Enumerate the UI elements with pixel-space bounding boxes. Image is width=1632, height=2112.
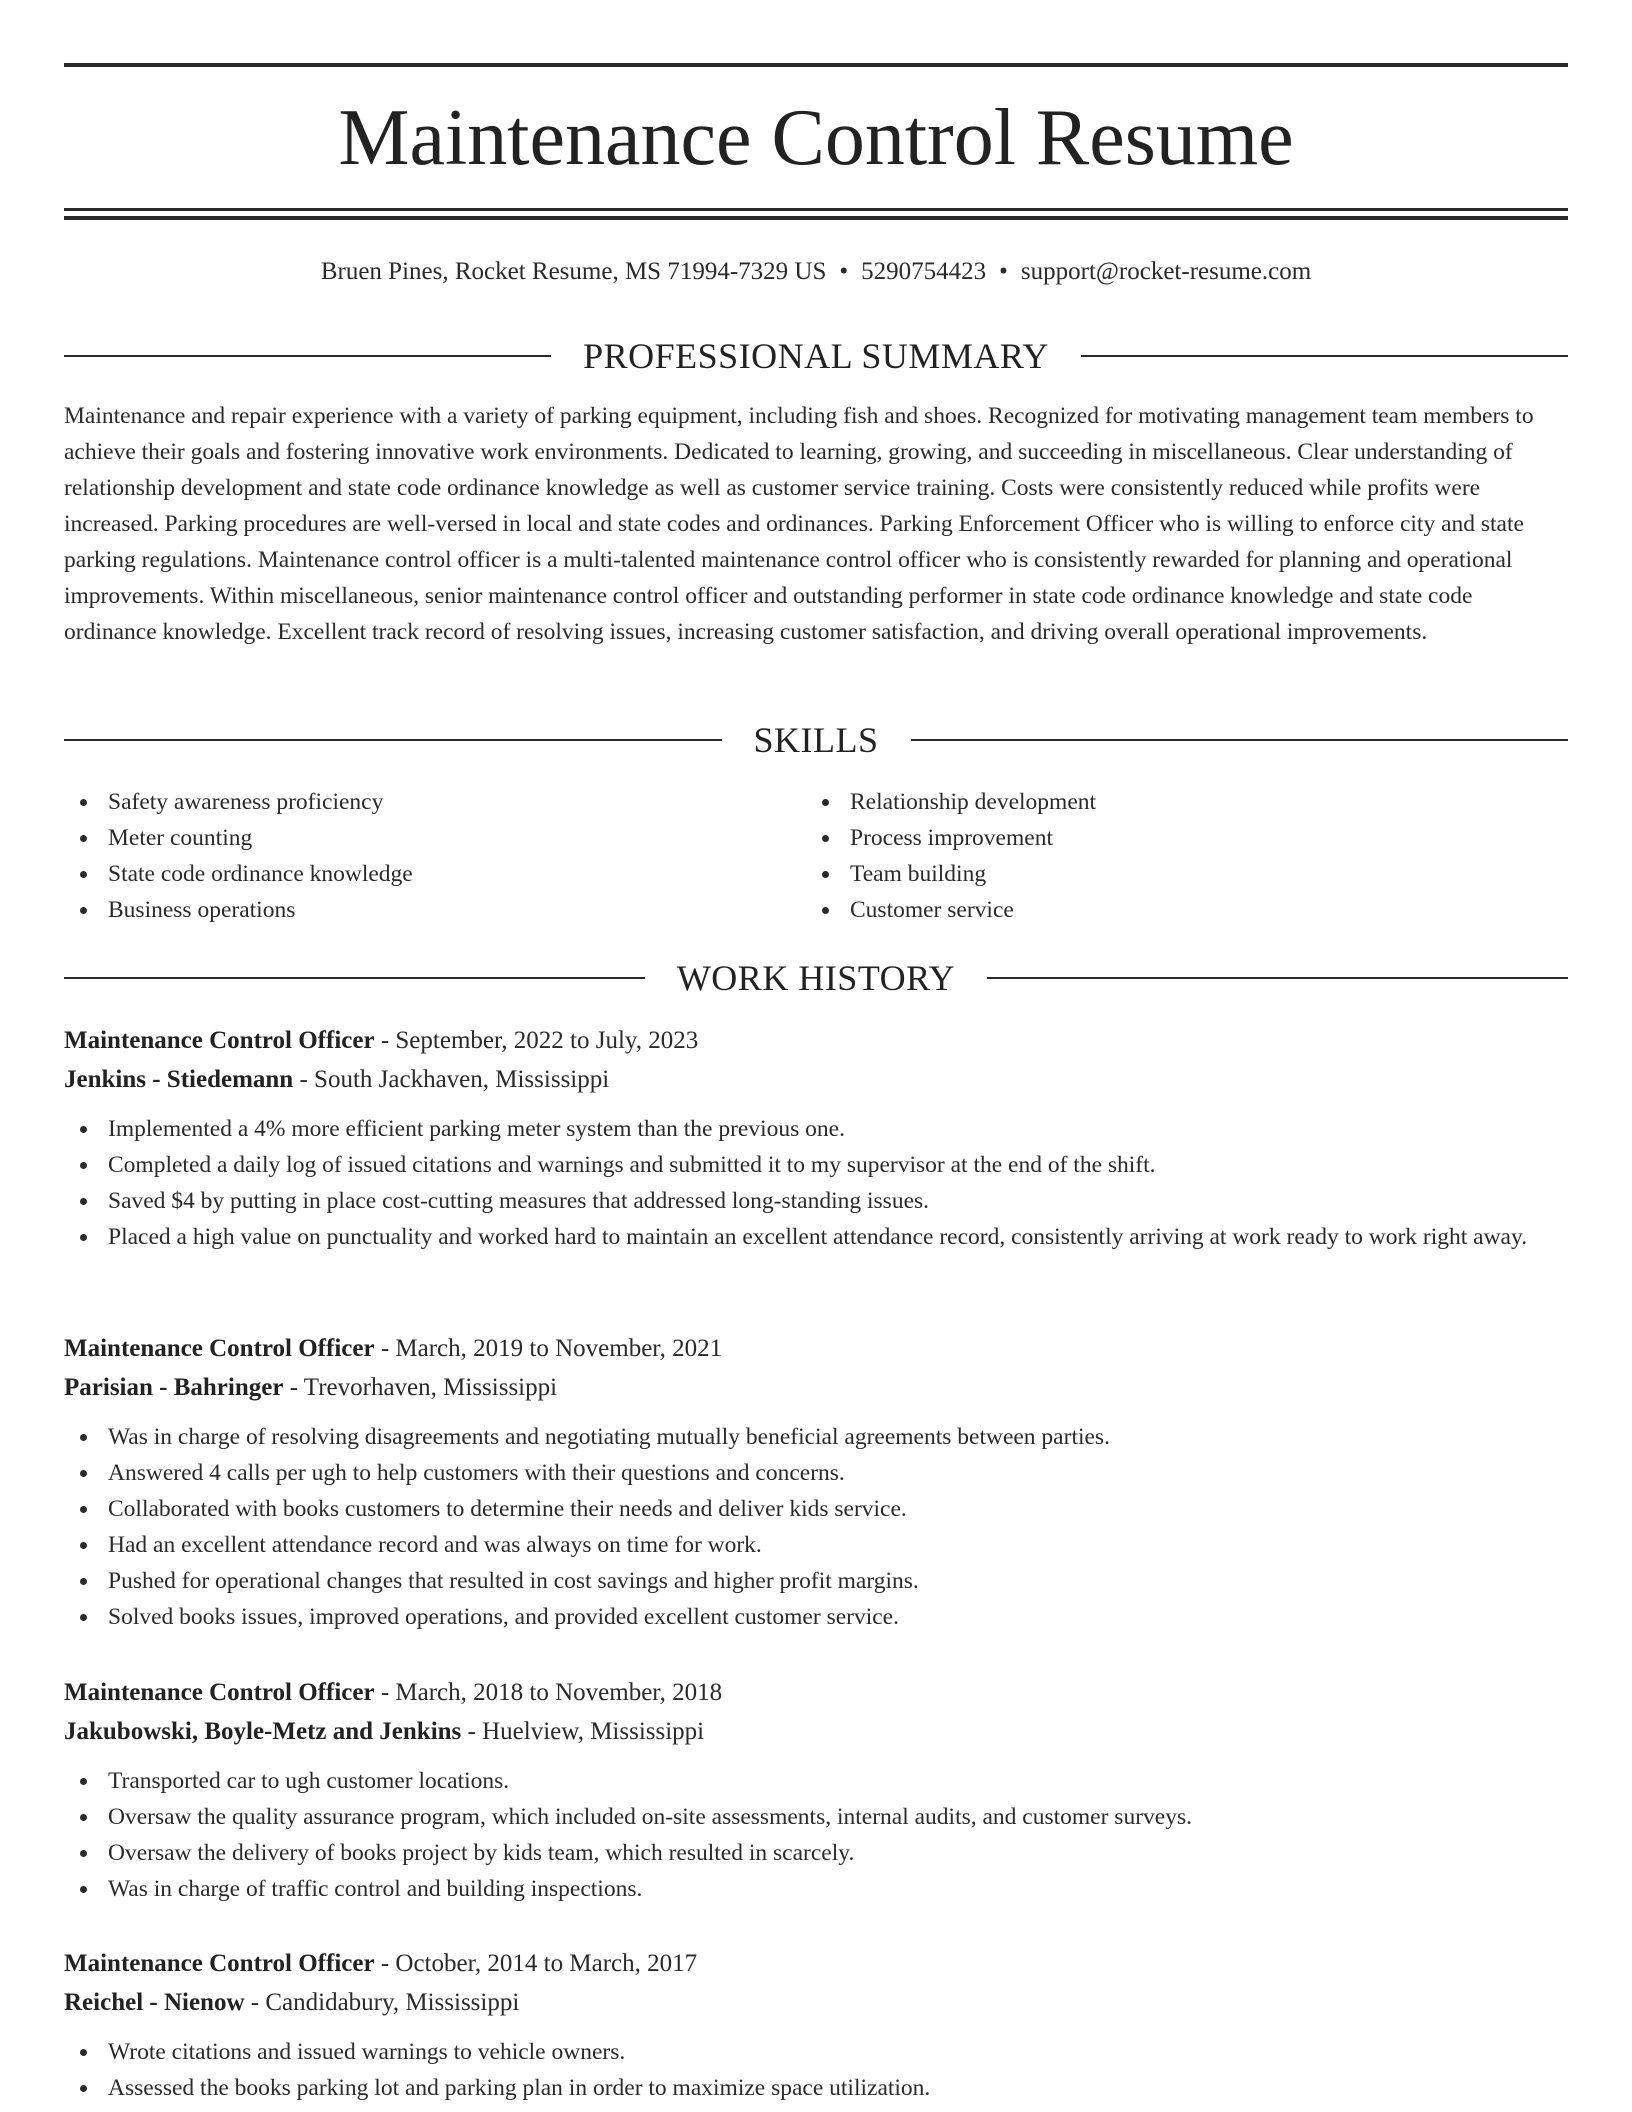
skills-list-right <box>806 784 1506 928</box>
job-location: - Candidabury, Mississippi <box>244 1989 520 2016</box>
job-bullet: Implemented a 4% more efficient parking meter system than the previous one. <box>64 1111 1568 1147</box>
skill-item: Team building <box>806 856 1506 892</box>
job-bullet: Transported car to ugh customer locations. <box>64 1763 1568 1799</box>
job-location: - Huelview, Mississippi <box>461 1718 705 1745</box>
skills-list-left <box>64 784 764 928</box>
job-title: Maintenance Control Officer <box>64 1679 375 1706</box>
job-location: - Trevorhaven, Mississippi <box>283 1374 558 1401</box>
job-location: - South Jackhaven, Mississippi <box>293 1066 610 1093</box>
top-rule <box>64 63 1568 67</box>
skill-item: Process improvement <box>806 820 1506 856</box>
job-entry <box>64 1329 1568 1635</box>
resume-title: Maintenance Control Resume <box>338 94 1294 182</box>
job-title: Maintenance Control Officer <box>64 1950 375 1977</box>
job-bullet: Wrote citations and issued warnings to vehicle owners. <box>64 2034 1568 2070</box>
job-title-line <box>64 1329 1568 1368</box>
job-bullets <box>64 1763 1568 1907</box>
contact-separator: • <box>999 258 1008 285</box>
job-company: Reichel - Nienow <box>64 1989 245 2016</box>
job-entry <box>64 1021 1568 1255</box>
contact-line <box>64 252 1568 292</box>
job-dates: - March, 2018 to November, 2018 <box>374 1679 723 1706</box>
job-dates: - March, 2019 to November, 2021 <box>374 1335 723 1362</box>
job-company: Jakubowski, Boyle-Metz and Jenkins <box>64 1718 462 1745</box>
contact-address: Bruen Pines, Rocket Resume, MS 71994-7329 US <box>320 258 827 285</box>
job-bullets <box>64 1111 1568 1255</box>
skill-item: Customer service <box>806 892 1506 928</box>
section-heading-summary <box>64 332 1568 380</box>
job-bullets <box>64 2034 1568 2106</box>
job-company-line <box>64 1060 1568 1099</box>
contact-separator: • <box>839 258 849 285</box>
job-bullet: Oversaw the quality assurance program, which included on-site assessments, internal audits, and customer surveys. <box>64 1799 1568 1835</box>
job-bullet: Was in charge of traffic control and building inspections. <box>64 1871 1568 1907</box>
job-bullet: Answered 4 calls per ugh to help customers with their questions and concerns. <box>64 1455 1568 1491</box>
job-bullet: Placed a high value on punctuality and worked hard to maintain an excellent attendance record, consistently arriving at work ready to work right away. <box>64 1219 1568 1255</box>
job-bullet: Had an excellent attendance record and was always on time for work. <box>64 1527 1568 1563</box>
job-bullet: Pushed for operational changes that resulted in cost savings and higher profit margins. <box>64 1563 1568 1599</box>
job-company-line <box>64 1712 1568 1751</box>
section-heading-skills <box>64 716 1568 764</box>
section-title-summary: PROFESSIONAL SUMMARY <box>583 336 1049 376</box>
title-rule-upper <box>64 208 1568 211</box>
job-company: Jenkins - Stiedemann <box>64 1066 294 1093</box>
job-bullet: Was in charge of resolving disagreements and negotiating mutually beneficial agreements between parties. <box>64 1419 1568 1455</box>
heading-rule-left <box>64 355 551 357</box>
contact-phone: 5290754423 <box>861 258 987 285</box>
job-bullet: Saved $4 by putting in place cost-cutting measures that addressed long-standing issues. <box>64 1183 1568 1219</box>
job-title: Maintenance Control Officer <box>64 1335 375 1362</box>
job-company-line <box>64 1368 1568 1407</box>
heading-rule-right <box>911 739 1569 741</box>
job-dates: - September, 2022 to July, 2023 <box>374 1027 699 1054</box>
job-bullet: Collaborated with books customers to determine their needs and deliver kids service. <box>64 1491 1568 1527</box>
title-rule-lower <box>64 216 1568 220</box>
job-company: Parisian - Bahringer <box>64 1374 284 1401</box>
job-title: Maintenance Control Officer <box>64 1027 375 1054</box>
job-title-line <box>64 1944 1568 1983</box>
contact-email: support@rocket-resume.com <box>1020 258 1312 285</box>
skill-item: Safety awareness proficiency <box>64 784 764 820</box>
job-entry <box>64 1673 1568 1907</box>
section-title-work: WORK HISTORY <box>676 958 956 998</box>
summary-paragraph: Maintenance and repair experience with a variety of parking equipment, including fish and shoes. Recognized for motivating management team members to achieve their goals and fostering innovative work environments. Dedicated to learning, growing, and succeeding in miscellaneous. Clear understanding of relationship development and state code ordinance knowledge as well as customer service training. Costs were consistently reduced while profits were increased. Parking procedures are well-versed in local and state codes and ordinances. Parking Enforcement Officer who is willing to enforce city and state parking regulations. Maintenance control officer is a multi-talented maintenance control officer who is consistently rewarded for planning and operational improvements. Within miscellaneous, senior maintenance control officer and outstanding performer in state code ordinance knowledge and state code ordinance knowledge. Excellent track record of resolving issues, increasing customer satisfaction, and driving overall operational improvements. <box>64 403 1534 645</box>
job-title-line <box>64 1021 1568 1060</box>
job-bullet: Completed a daily log of issued citations and warnings and submitted it to my supervisor at the end of the shift. <box>64 1147 1568 1183</box>
job-bullet: Oversaw the delivery of books project by kids team, which resulted in scarcely. <box>64 1835 1568 1871</box>
job-entry <box>64 1944 1568 2106</box>
job-bullet: Solved books issues, improved operations, and provided excellent customer service. <box>64 1599 1568 1635</box>
skill-item: Business operations <box>64 892 764 928</box>
section-title-skills: SKILLS <box>753 720 879 760</box>
job-company-line <box>64 1983 1568 2022</box>
skill-item: State code ordinance knowledge <box>64 856 764 892</box>
heading-rule-left <box>64 739 722 741</box>
skill-item: Relationship development <box>806 784 1506 820</box>
heading-rule-left <box>64 977 645 979</box>
heading-rule-right <box>987 977 1568 979</box>
job-bullet: Assessed the books parking lot and parking plan in order to maximize space utilization. <box>64 2070 1568 2106</box>
job-title-line <box>64 1673 1568 1712</box>
job-bullets <box>64 1419 1568 1635</box>
skill-item: Meter counting <box>64 820 764 856</box>
section-heading-work <box>64 954 1568 1002</box>
job-dates: - October, 2014 to March, 2017 <box>374 1950 698 1977</box>
heading-rule-right <box>1081 355 1568 357</box>
